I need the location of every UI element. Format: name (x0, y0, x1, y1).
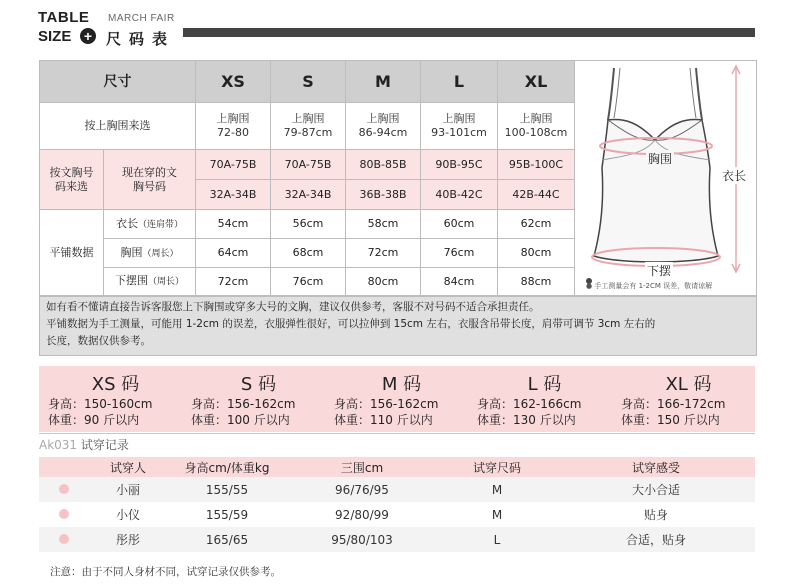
bust-prefix: 上胸围 (291, 112, 325, 125)
bust-value: 79-87cm (283, 126, 333, 139)
rec-weight: 体重：110 斤以内 (334, 413, 433, 427)
try-hw: 165/65 (167, 527, 287, 552)
bust-prefix: 上胸围 (519, 112, 553, 125)
try-size: M (437, 477, 557, 502)
hem-cell: 88cm (498, 268, 575, 296)
try-name: 小仪 (115, 508, 140, 522)
hem-cell: 80cm (346, 268, 421, 296)
size-recommendations (39, 366, 755, 432)
try-measure: 95/80/103 (287, 527, 437, 552)
length-label-text: 衣长 (115, 216, 138, 230)
bust-value: 86-94cm (358, 126, 408, 139)
bust-cell (346, 103, 421, 150)
rec-m (334, 366, 477, 428)
bra-cell: 70A-75B (271, 150, 346, 180)
bust-cell (271, 103, 346, 150)
bra-cell: 36B-38B (346, 180, 421, 210)
bust-row-label: 按上胸围来选 (40, 103, 196, 150)
header-cn-title: 尺码表 (106, 30, 176, 48)
bra-cell: 90B-95C (421, 150, 498, 180)
size-header-xl: XL (498, 61, 575, 103)
rec-s (191, 366, 334, 428)
bust-prefix: 上胸围 (216, 112, 250, 125)
note-line-3: 长度，数据仅供参考。 (46, 335, 151, 347)
length-cell: 62cm (498, 210, 575, 239)
bra-cell: 95B-100C (498, 150, 575, 180)
bra-cell: 70A-75B (196, 150, 271, 180)
note-line-1: 如有看不懂请直接告诉客服您上下胸围或穿多大号的文胸，建议仅供参考，客服不对号码不适合承担责任。 (46, 301, 540, 313)
th-size: 试穿尺码 (437, 457, 557, 477)
header-bar (183, 28, 755, 37)
try-feel: 合适，贴身 (557, 527, 755, 552)
bra-group-label: 按文胸号码来选 (40, 150, 104, 210)
bust-cell (421, 103, 498, 150)
try-feel: 大小合适 (557, 477, 755, 502)
rec-weight: 体重：150 斤以内 (621, 413, 720, 427)
rec-xs (48, 366, 191, 428)
length-label (104, 210, 196, 239)
rec-weight: 体重：90 斤以内 (48, 413, 140, 427)
hem-cell: 72cm (196, 268, 271, 296)
rec-size: XS 码 (91, 374, 140, 395)
figure-bust-label: 胸围 (648, 152, 673, 166)
bust-value: 93-101cm (431, 126, 487, 139)
footer-note: 注意：由于不同人身材不同，试穿记录仅供参考。 (50, 566, 281, 578)
bullet-dot-icon (59, 509, 69, 519)
chest-label (104, 239, 196, 268)
note-line-2: 平铺数据为手工测量，可能用 1-2cm 的误差，衣服弹性很好，可以拉伸到 15cm 左右，衣服含吊带长度，肩带可调节 3cm 左右的 (46, 318, 656, 330)
th-measure: 三围cm (287, 457, 437, 477)
rec-size: M 码 (381, 374, 422, 395)
rec-height: 身高：166-172cm (621, 397, 726, 411)
rec-height: 身高：156-162cm (334, 397, 439, 411)
bust-cell (498, 103, 575, 150)
try-on-table (39, 457, 755, 552)
hem-cell: 76cm (271, 268, 346, 296)
bra-cell: 32A-34B (271, 180, 346, 210)
table-row (39, 477, 755, 502)
bust-value: 100-108cm (504, 126, 568, 139)
try-on-code: Ak031 (39, 438, 78, 452)
try-hw: 155/55 (167, 477, 287, 502)
th-feel: 试穿感受 (557, 457, 755, 477)
length-cell: 60cm (421, 210, 498, 239)
size-header-s: S (271, 61, 346, 103)
bust-value: 72-80 (217, 126, 249, 139)
notes-box (39, 296, 757, 356)
header-table-text: TABLE (38, 9, 90, 26)
length-cell: 56cm (271, 210, 346, 239)
bra-cell: 42B-44C (498, 180, 575, 210)
rec-xl (621, 366, 764, 428)
header-spacer (39, 457, 89, 477)
chest-note: （周长） (142, 248, 179, 259)
try-on-heading: 试穿记录 (80, 438, 129, 452)
rec-height: 身高：150-160cm (48, 397, 153, 411)
try-name: 彤彤 (89, 527, 167, 552)
bust-prefix: 上胸围 (442, 112, 476, 125)
rec-l (477, 366, 620, 428)
length-cell: 58cm (346, 210, 421, 239)
th-hw: 身高cm/体重kg (167, 457, 287, 477)
size-table (39, 60, 575, 296)
chest-cell: 72cm (346, 239, 421, 268)
chest-cell: 68cm (271, 239, 346, 268)
hem-note: （周长） (147, 277, 184, 287)
try-name: 小丽 (89, 477, 167, 502)
chest-cell: 64cm (196, 239, 271, 268)
header-march-fair: MARCH FAIR (108, 13, 175, 24)
length-cell: 54cm (196, 210, 271, 239)
try-measure: 96/76/95 (287, 477, 437, 502)
figure-note-text: 手工测量会有 1-2CM 误差，敬请谅解 (594, 282, 713, 290)
rec-size: L 码 (527, 374, 562, 395)
divider (39, 433, 755, 434)
try-size: L (437, 527, 557, 552)
th-person: 试穿人 (89, 457, 167, 477)
bra-cell: 40B-42C (421, 180, 498, 210)
corner-label: 尺寸 (40, 61, 196, 103)
try-on-title (39, 436, 129, 453)
bra-cell: 32A-34B (196, 180, 271, 210)
bust-prefix: 上胸围 (366, 112, 400, 125)
figure-note: ● 手工测量会有 1-2CM 误差，敬请谅解 (586, 282, 713, 290)
hem-cell: 84cm (421, 268, 498, 296)
try-size: M (491, 507, 503, 522)
bust-cell (196, 103, 271, 150)
hem-label-text: 下摆围 (114, 274, 148, 287)
flat-label: 平铺数据 (40, 210, 104, 296)
rec-weight: 体重：130 斤以内 (477, 413, 576, 427)
chest-cell: 80cm (498, 239, 575, 268)
bra-sub-label: 现在穿的文胸号码 (104, 150, 196, 210)
rec-size: S 码 (240, 374, 277, 395)
table-row (39, 502, 755, 527)
figure-length-label: 衣长 (722, 169, 747, 183)
size-header-m: M (346, 61, 421, 103)
size-header-xs: XS (196, 61, 271, 103)
bra-cell: 80B-85B (346, 150, 421, 180)
figure-hem-label: 下摆 (647, 264, 672, 278)
rec-height: 身高：162-166cm (477, 397, 582, 411)
length-note: （连肩带） (137, 219, 183, 230)
table-row (39, 527, 755, 552)
rec-size: XL 码 (665, 374, 712, 395)
bullet-dot-icon (59, 484, 69, 494)
chest-label-text: 胸围 (120, 245, 143, 259)
header-size-text: SIZE (38, 28, 72, 45)
try-feel: 贴身 (643, 508, 668, 522)
try-measure: 92/80/99 (335, 507, 389, 522)
bullet-dot-icon (59, 534, 69, 544)
rec-height: 身高：156-162cm (191, 397, 296, 411)
rec-weight: 体重：100 斤以内 (191, 413, 290, 427)
chest-cell: 76cm (421, 239, 498, 268)
size-header-l: L (421, 61, 498, 103)
try-hw: 155/59 (205, 507, 249, 522)
plus-icon: + (80, 28, 96, 44)
hem-label (104, 268, 196, 296)
